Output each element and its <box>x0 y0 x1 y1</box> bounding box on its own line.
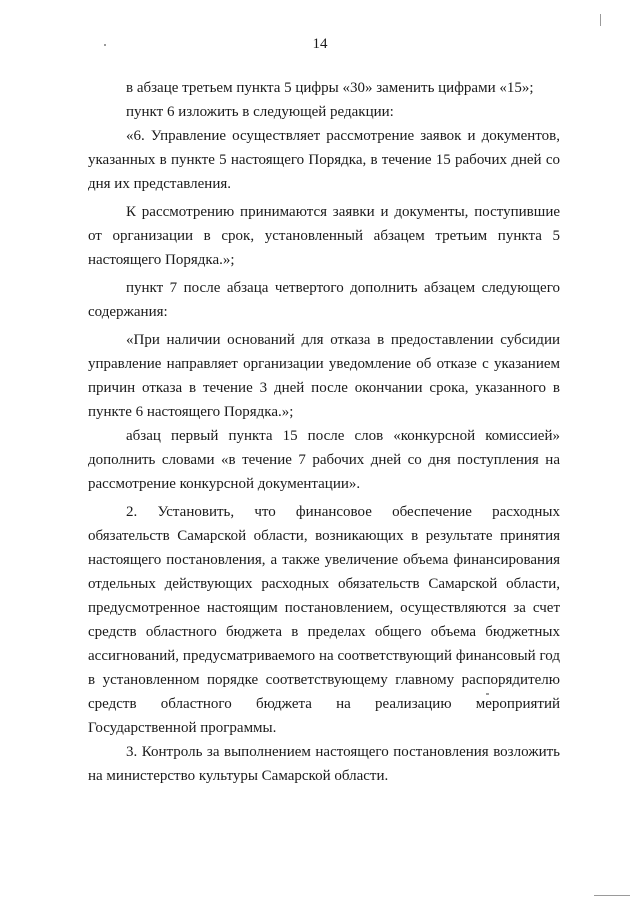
scan-speck <box>486 693 489 695</box>
paragraph-amend-point-5: в абзаце третьем пункта 5 цифры «30» заменить цифрами «15»; <box>126 80 534 96</box>
document-body <box>88 76 560 788</box>
paragraph-point-15-amend: абзац первый пункта 15 после слов «конкурсной комиссией» дополнить словами «в течение 7 рабочих дней со дня поступления на рассмотрение конкурсной документации». <box>88 428 560 492</box>
paragraph-control: 3. Контроль за выполнением настоящего постановления возложить на министерство культуры Самарской области. <box>88 744 560 784</box>
scan-speck <box>594 895 630 896</box>
paragraph-point-7-intro: пункт 7 после абзаца четвертого дополнить абзацем следующего содержания: <box>88 280 560 320</box>
paragraph-financing: 2. Установить, что финансовое обеспечение расходных обязательств Самарской области, возникающих в результате принятия настоящего постановления, а также увеличение объема финансирования отдельных действующих расходных обязательств Самарской области, предусмотренное настоящим постановлением, осуществляются за счет средств областного бюджета в пределах общего объема бюджетных ассигнований, предусматриваемого на соответствующий финансовый год в установленном порядке соответствующему главному распорядителю средств областного бюджета на реализацию мероприятий Государственной программы. <box>88 504 560 736</box>
paragraph-refusal-notice: «При наличии оснований для отказа в предоставлении субсидии управление направляет организации уведомление об отказе с указанием причин отказа в течение 3 дней после окончании срока, указанного в пункте 6 настоящего Порядка.»; <box>88 332 560 420</box>
scan-speck <box>104 44 106 46</box>
page-number: 14 <box>312 36 328 52</box>
paragraph-point-6-intro: пункт 6 изложить в следующей редакции: <box>126 104 394 120</box>
scan-speck <box>600 14 601 26</box>
paragraph-review-documents: К рассмотрению принимаются заявки и документы, поступившие от организации в срок, установленный абзацем третьим пункта 5 настоящего Порядка.»; <box>88 204 560 268</box>
paragraph-point-6-text: «6. Управление осуществляет рассмотрение заявок и документов, указанных в пункте 5 настоящего Порядка, в течение 15 рабочих дней со дня их представления. <box>88 128 560 192</box>
